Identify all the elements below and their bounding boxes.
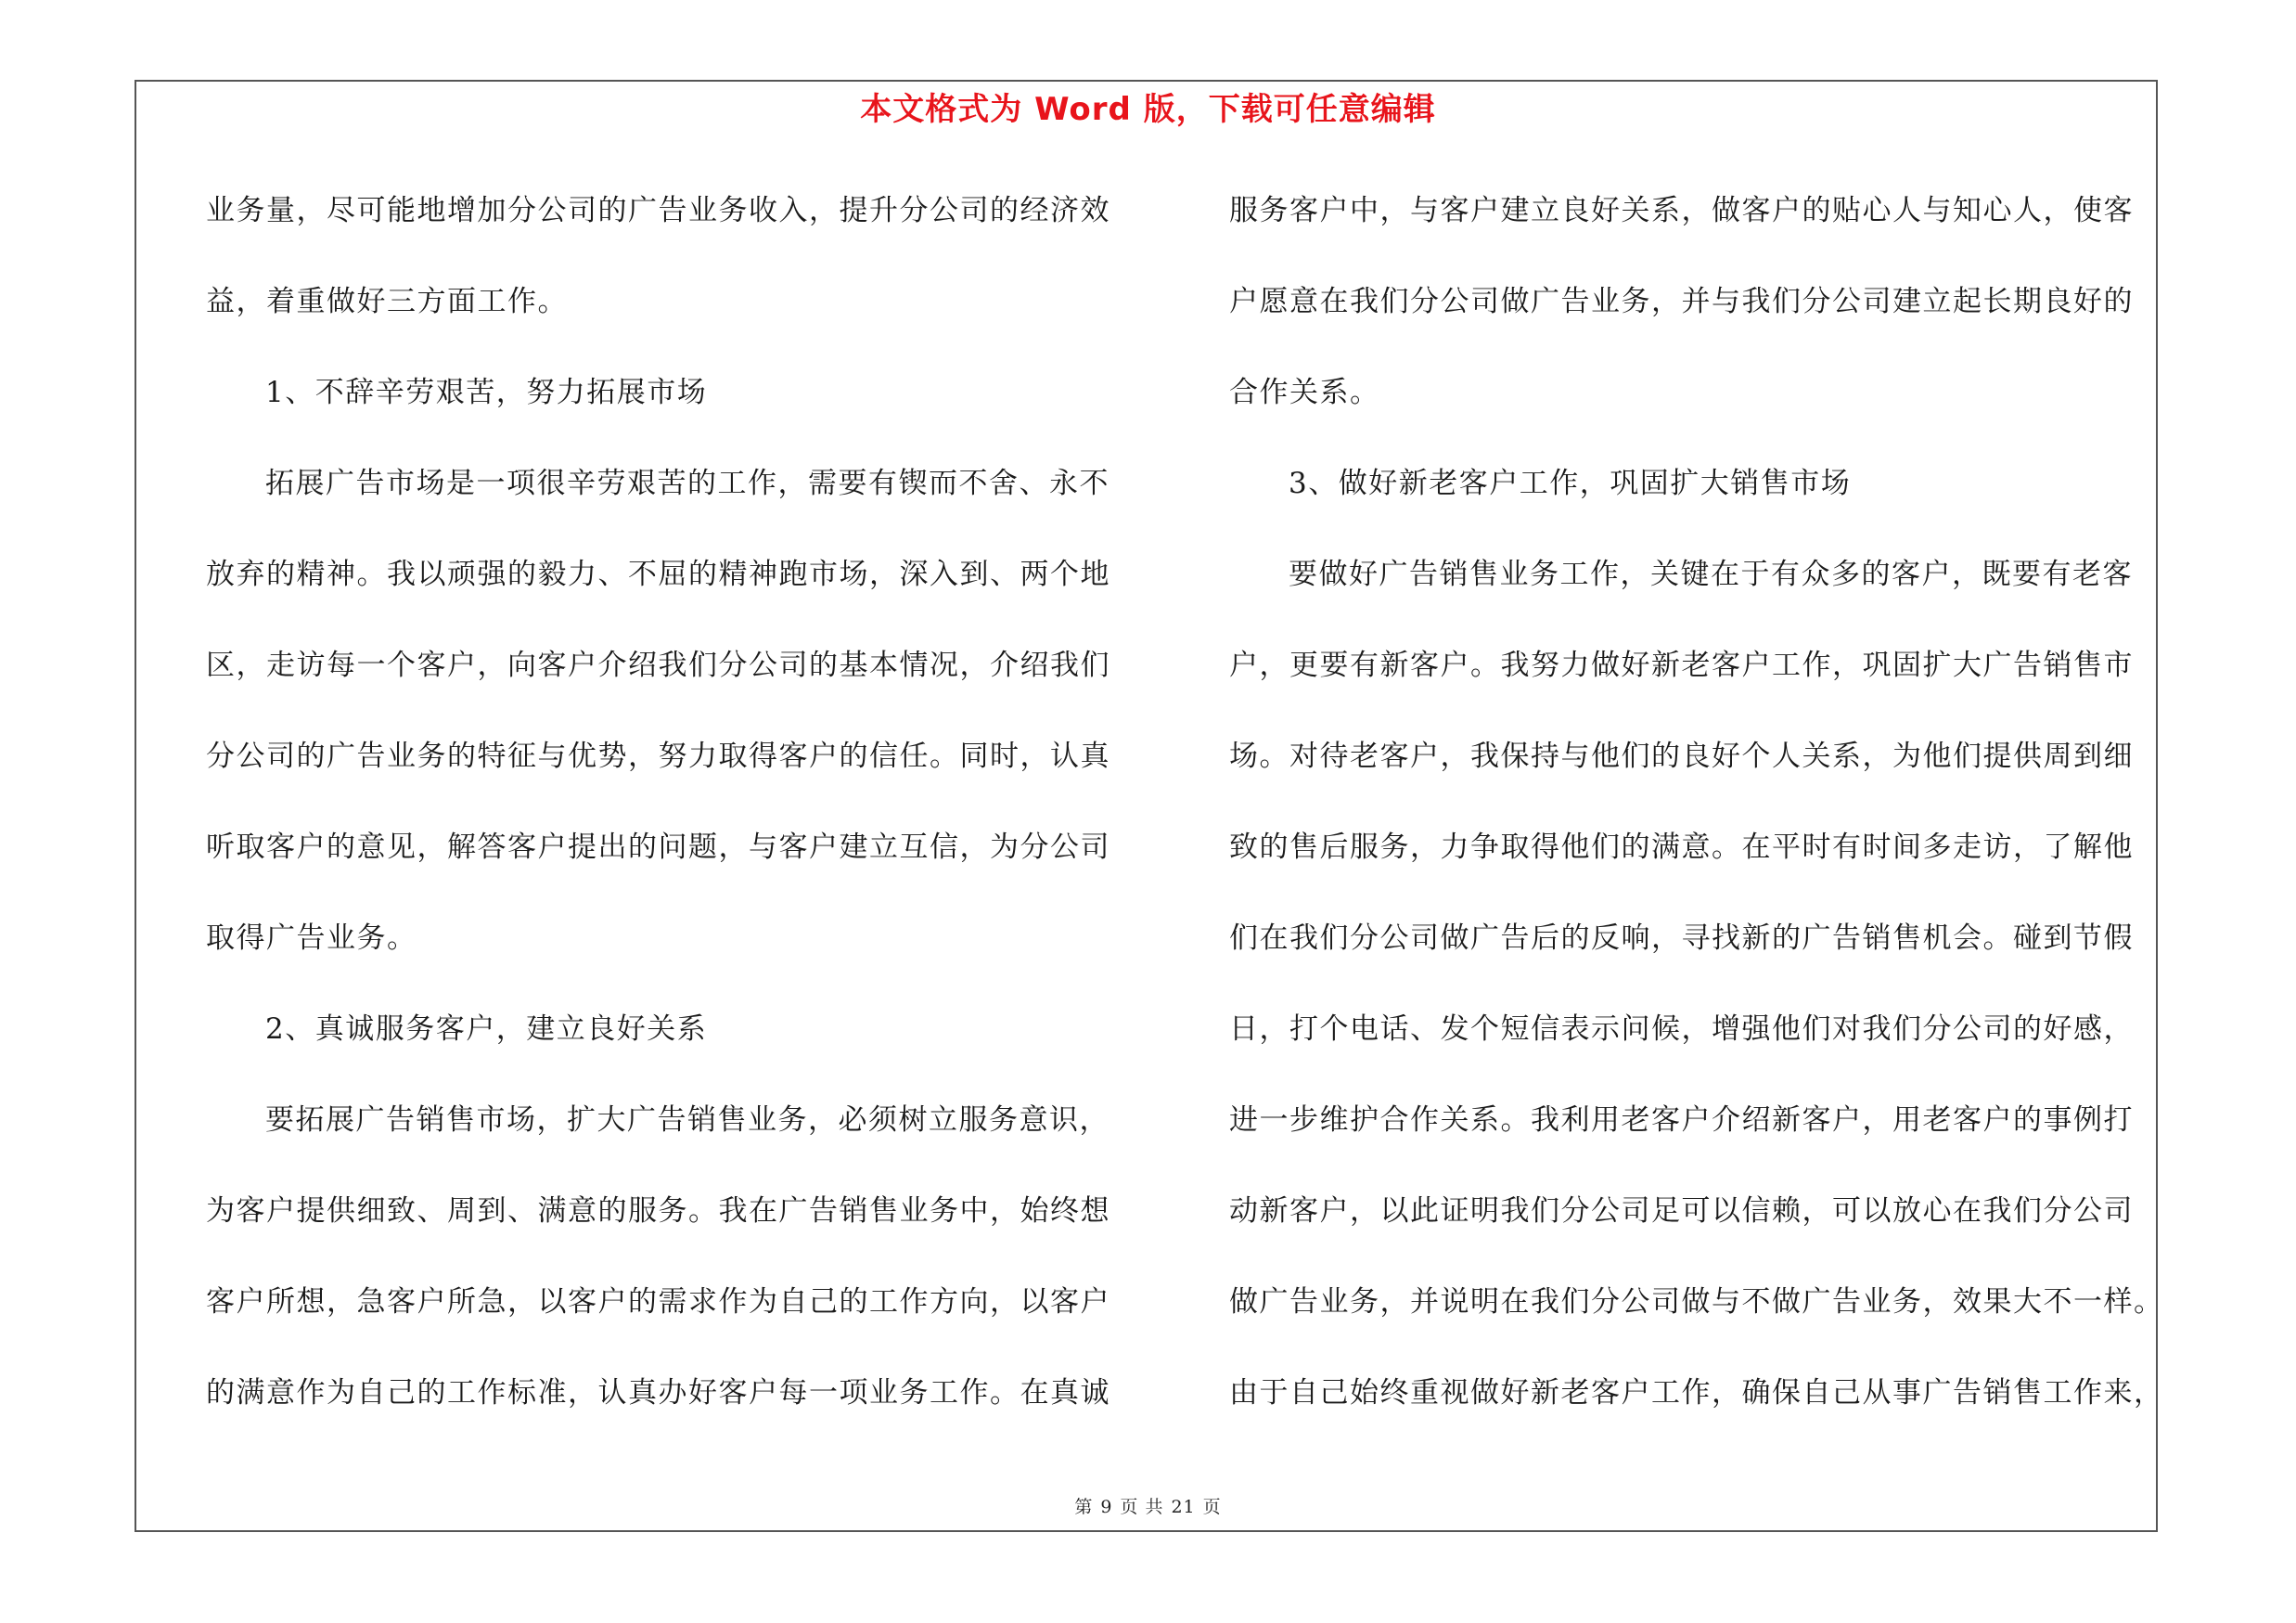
paragraph-line: 由于自己始终重视做好新老客户工作，确保自己从事广告销售工作来， [1229, 1376, 2164, 1410]
paragraph-line: 3、做好新老客户工作，巩固扩大销售市场 [1289, 467, 1852, 500]
paragraph-line: 致的售后服务，力争取得他们的满意。在平时有时间多走访，了解他 [1229, 831, 2134, 864]
paragraph-line: 动新客户，以此证明我们分公司足可以信赖，可以放心在我们分公司 [1229, 1194, 2134, 1228]
paragraph-line: 做广告业务，并说明在我们分公司做与不做广告业务，效果大不一样。 [1229, 1285, 2164, 1319]
right-text-column [1229, 182, 2164, 1455]
paragraph-line: 户，更要有新客户。我努力做好新老客户工作，巩固扩大广告销售市 [1229, 649, 2134, 682]
paragraph-line: 区，走访每一个客户，向客户介绍我们分公司的基本情况，介绍我们 [206, 649, 1110, 682]
paragraph-line: 场。对待老客户，我保持与他们的良好个人关系，为他们提供周到细 [1229, 740, 2134, 773]
paragraph-line: 户愿意在我们分公司做广告业务，并与我们分公司建立起长期良好的 [1229, 285, 2134, 318]
paragraph-line: 合作关系。 [1229, 376, 1380, 409]
paragraph-line: 们在我们分公司做广告后的反响，寻找新的广告销售机会。碰到节假 [1229, 921, 2134, 955]
word-format-notice: 本文格式为 Word 版，下载可任意编辑 [860, 91, 1436, 128]
paragraph-line: 取得广告业务。 [206, 921, 417, 955]
paragraph-line: 业务量，尽可能地增加分公司的广告业务收入，提升分公司的经济效 [206, 194, 1110, 227]
footer-current-page: 9 [1100, 1497, 1113, 1517]
left-text-column [206, 182, 1129, 1455]
footer-suffix: 页 [1202, 1497, 1222, 1517]
paragraph-line: 客户所想，急客户所急，以客户的需求作为自己的工作方向，以客户 [206, 1285, 1110, 1319]
footer-total-pages: 21 [1171, 1497, 1196, 1517]
page-footer [0, 1496, 2296, 1518]
footer-prefix: 第 [1074, 1497, 1094, 1517]
paragraph-line: 要拓展广告销售市场，扩大广告销售业务，必须树立服务意识， [265, 1103, 1110, 1137]
paragraph-line: 进一步维护合作关系。我利用老客户介绍新客户，用老客户的事例打 [1229, 1103, 2134, 1137]
paragraph-line: 要做好广告销售业务工作，关键在于有众多的客户，既要有老客 [1289, 558, 2133, 591]
footer-middle: 页 共 [1120, 1497, 1164, 1517]
paragraph-line: 放弃的精神。我以顽强的毅力、不屈的精神跑市场，深入到、两个地 [206, 558, 1110, 591]
paragraph-line: 服务客户中，与客户建立良好关系，做客户的贴心人与知心人，使客 [1229, 194, 2134, 227]
paragraph-line: 为客户提供细致、周到、满意的服务。我在广告销售业务中，始终想 [206, 1194, 1110, 1228]
paragraph-line: 分公司的广告业务的特征与优势，努力取得客户的信任。同时，认真 [206, 740, 1110, 773]
paragraph-line: 益，着重做好三方面工作。 [206, 285, 568, 318]
paragraph-line: 日，打个电话、发个短信表示问候，增强他们对我们分公司的好感， [1229, 1012, 2134, 1046]
paragraph-line: 听取客户的意见，解答客户提出的问题，与客户建立互信，为分公司 [206, 831, 1110, 864]
paragraph-line: 1、不辞辛劳艰苦，努力拓展市场 [265, 376, 708, 409]
paragraph-line: 的满意作为自己的工作标准，认真办好客户每一项业务工作。在真诚 [206, 1376, 1110, 1410]
paragraph-line: 2、真诚服务客户，建立良好关系 [265, 1012, 708, 1046]
paragraph-line: 拓展广告市场是一项很辛劳艰苦的工作，需要有锲而不舍、永不 [265, 467, 1110, 500]
